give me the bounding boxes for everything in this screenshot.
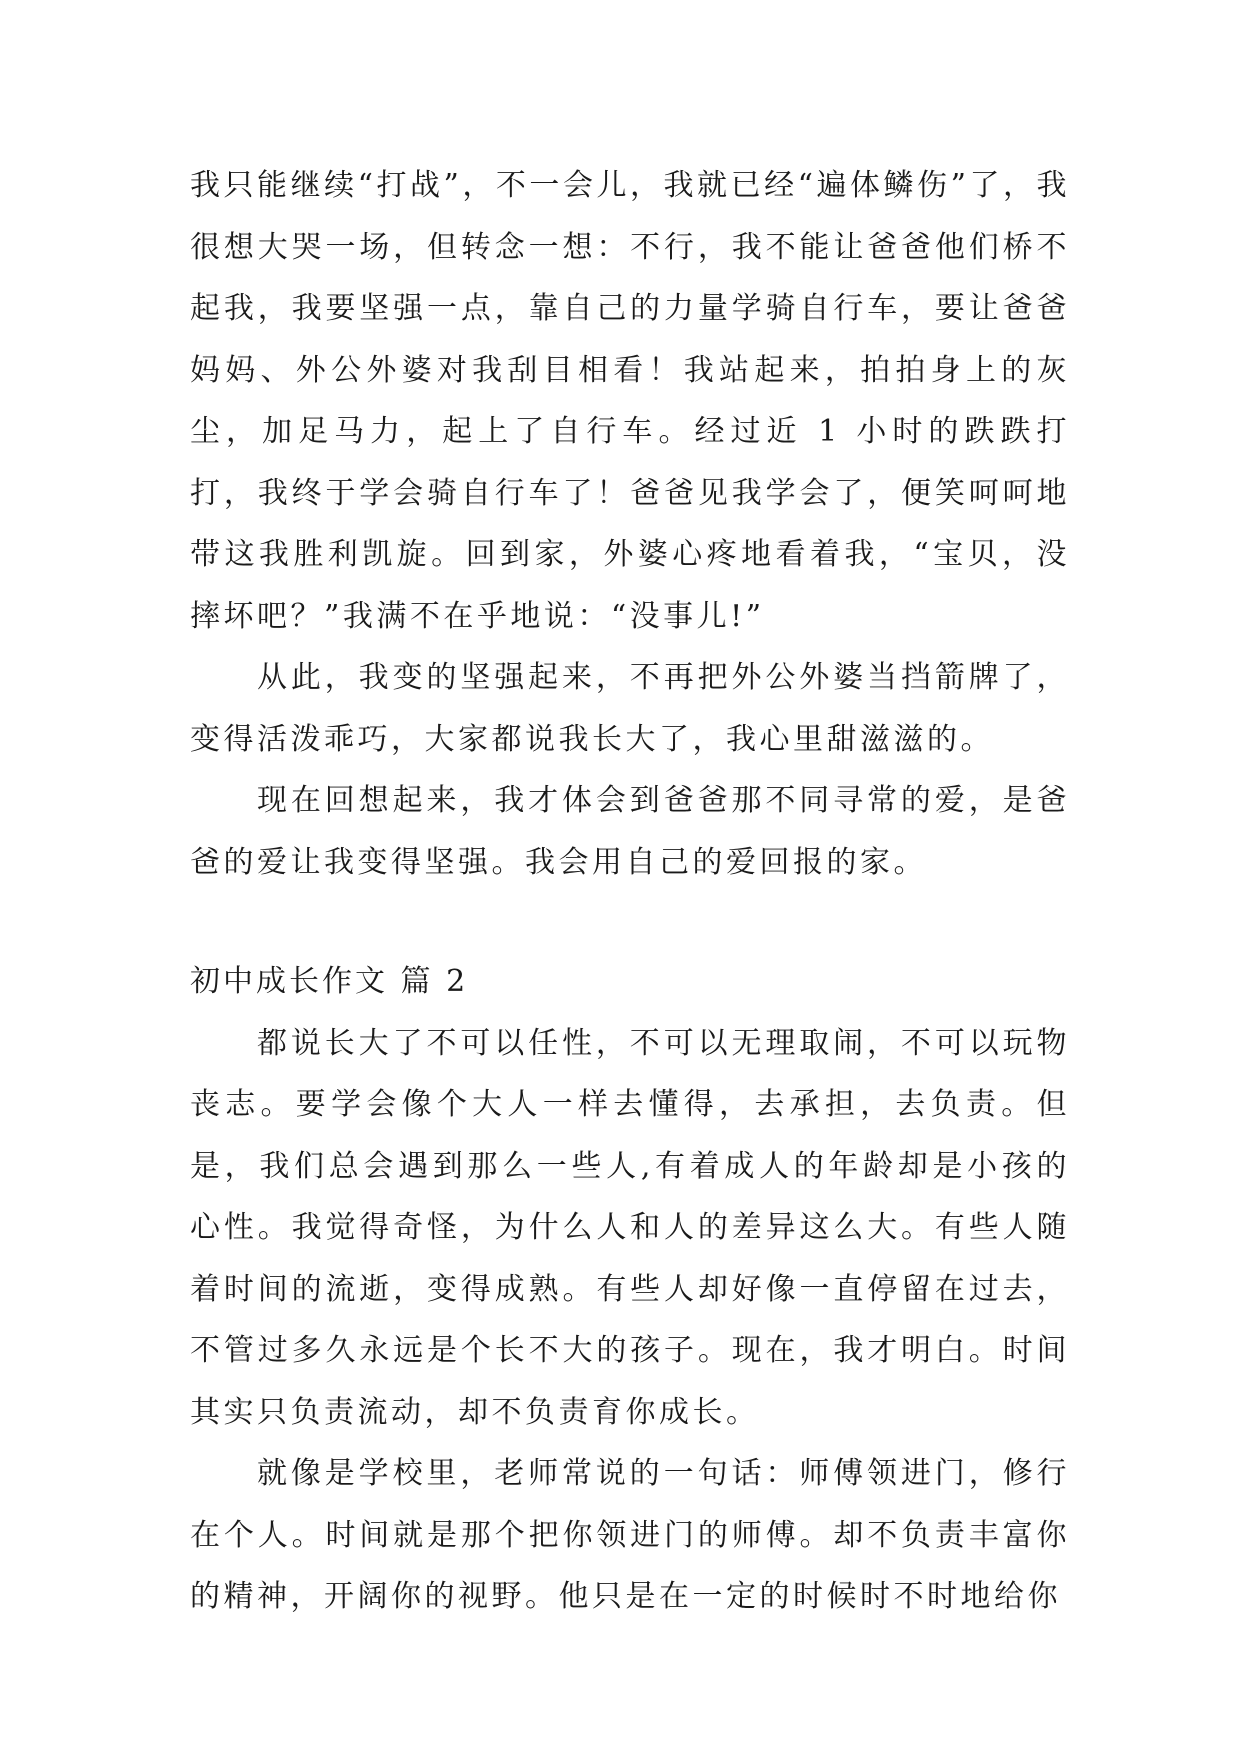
section-spacer bbox=[190, 893, 1070, 951]
section-title: 初中成长作文 篇 2 bbox=[190, 964, 469, 999]
paragraph-2: 从此，我变的坚强起来，不再把外公外婆当挡箭牌了，变得活泼乖巧，大家都说我长大了，我心里甜滋滋的。 bbox=[190, 660, 1070, 757]
paragraph-3: 现在回想起来，我才体会到爸爸那不同寻常的爱，是爸爸的爱让我变得坚强。我会用自己的爱回报的家。 bbox=[190, 783, 1070, 880]
document-body bbox=[190, 155, 1070, 1628]
paragraph-4: 都说长大了不可以任性，不可以无理取闹，不可以玩物丧志。要学会像个大人一样去懂得，去承担，去负责。但是，我们总会遇到那么一些人,有着成人的年龄却是小孩的心性。我觉得奇怪，为什么人和人的差异这么大。有些人随着时间的流逝，变得成熟。有些人却好像一直停留在过去，不管过多久永远是个长不大的孩子。现在，我才明白。时间其实只负责流动，却不负责育你成长。 bbox=[190, 1025, 1070, 1430]
paragraph-1: 我只能继续“打战”，不一会儿，我就已经“遍体鳞伤”了，我很想大哭一场，但转念一想：不行，我不能让爸爸他们桥不起我，我要坚强一点，靠自己的力量学骑自行车，要让爸爸妈妈、外公外婆对我刮目相看！我站起来，拍拍身上的灰尘，加足马力，起上了自行车。经过近 1 小时的跌跌打打，我终于学会骑自行车了！爸爸见我学会了，便笑呵呵地带这我胜利凯旋。回到家，外婆心疼地看着我，“宝贝，没摔坏吧？”我满不在乎地说：“没事儿!” bbox=[190, 168, 1070, 634]
paragraph-5: 就像是学校里，老师常说的一句话：师傅领进门，修行在个人。时间就是那个把你领进门的师傅。却不负责丰富你的精神，开阔你的视野。他只是在一定的时候时不时地给你 bbox=[190, 1456, 1070, 1614]
